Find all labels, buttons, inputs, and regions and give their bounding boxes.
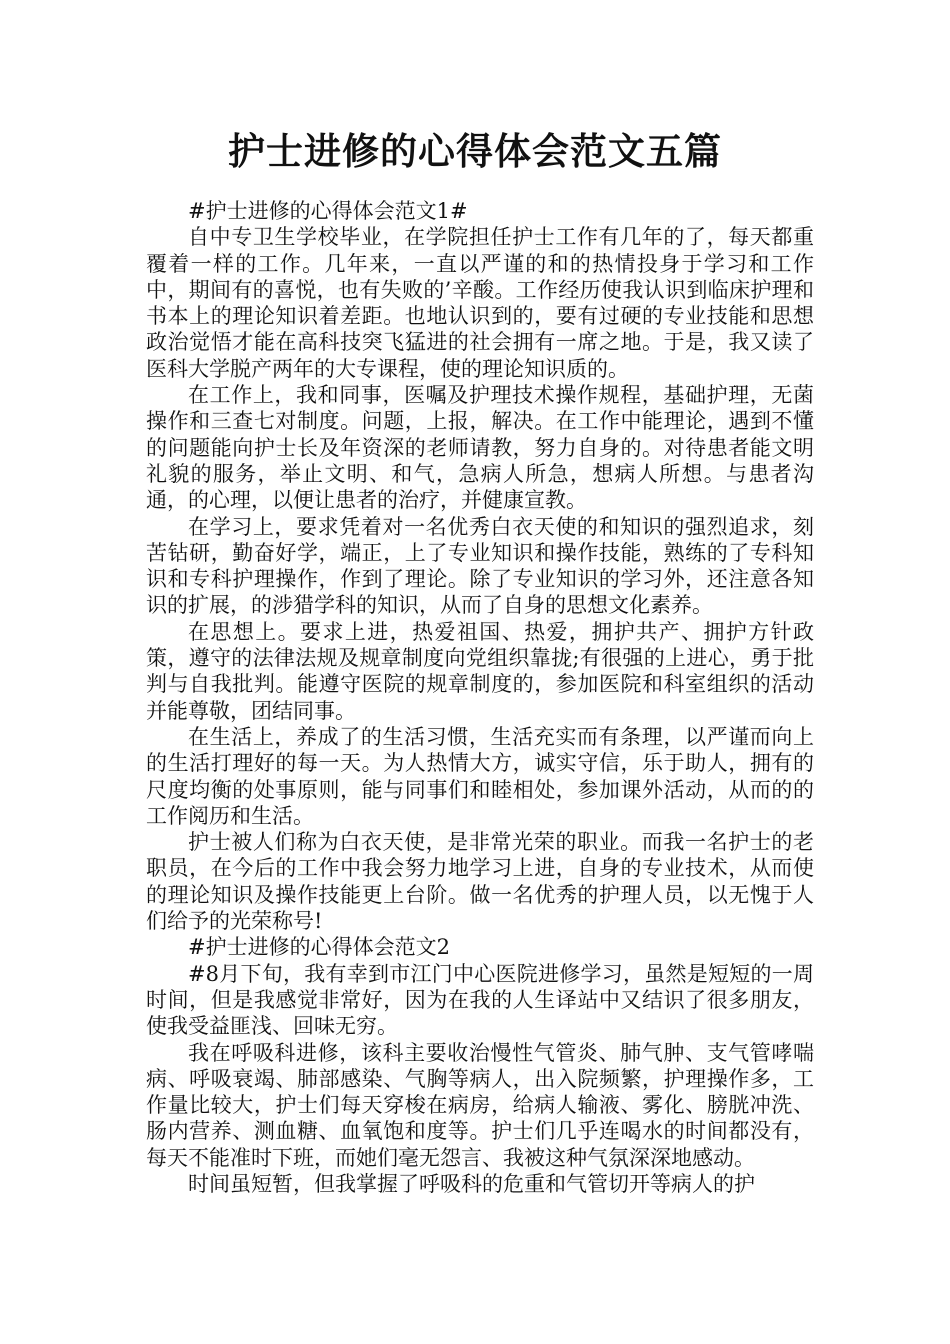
paragraph: #8月下旬，我有幸到市江门中心医院进修学习，虽然是短短的一周时间，但是我感觉非常好，因为在我的人生译站中又结识了很多朋友，使我受益匪浅、回味无穷。 [146,961,814,1039]
document-body [146,198,814,1197]
section-heading-1: #护士进修的心得体会范文1# [188,199,468,223]
paragraph: 在生活上，养成了的生活习惯，生活充实而有条理，以严谨而向上的生活打理好的每一天。为人热情大方，诚实守信，乐于助人，拥有的尺度均衡的处事原则，能与同事们和睦相处，参加课外活动，从而的的工作阅历和生活。 [146,724,814,828]
paragraph: 我在呼吸科进修，该科主要收治慢性气管炎、肺气肿、支气管哮喘病、呼吸衰竭、肺部感染、气胸等病人，出入院频繁，护理操作多，工作量比较大，护士们每天穿梭在病房，给病人输液、雾化、膀胱冲洗、肠内营养、测血糖、血氧饱和度等。护士们几乎连喝水的时间都没有，每天不能准时下班，而她们毫无怨言、我被这种气氛深深地感动。 [146,1040,814,1170]
paragraph: 时间虽短暂，但我掌握了呼吸科的危重和气管切开等病人的护 [188,1171,755,1196]
paragraph: 护士被人们称为白衣天使，是非常光荣的职业。而我一名护士的老职员，在今后的工作中我会努力地学习上进，自身的专业技术，从而使的理论知识及操作技能更上台阶。做一名优秀的护理人员，以无愧于人们给予的光荣称号! [146,830,814,934]
paragraph: 自中专卫生学校毕业，在学院担任护士工作有几年的了，每天都重覆着一样的工作。几年来，一直以严谨的和的热情投身于学习和工作中，期间有的喜悦，也有失败的’辛酸。工作经历使我认识到临床护理和书本上的理论知识着差距。也地认识到的，要有过硬的专业技能和思想政治觉悟才能在高科技突飞猛进的社会拥有一席之地。于是，我又读了医科大学脱产两年的大专课程，使的理论知识质的。 [146,225,814,381]
section-heading-2: #护士进修的心得体会范文2 [188,935,450,960]
paragraph: 在思想上。要求上进，热爱祖国、热爱，拥护共产、拥护方针政策，遵守的法律法规及规章制度向党组织靠拢;有很强的上进心，勇于批判与自我批判。能遵守医院的规章制度的，参加医院和科室组织的活动并能尊敬，团结同事。 [146,619,814,723]
paragraph: 在工作上，我和同事，医嘱及护理技术操作规程，基础护理，无菌操作和三查七对制度。问题，上报，解决。在工作中能理论，遇到不懂的问题能向护士长及年资深的老师请教，努力自身的。对待患者能文明礼貌的服务，举止文明、和气，急病人所急，想病人所想。与患者沟通，的心理，以便让患者的治疗，并健康宣教。 [146,383,814,513]
paragraph: 在学习上，要求凭着对一名优秀白衣天使的和知识的强烈追求，刻苦钻研，勤奋好学，端正，上了专业知识和操作技能，熟练的了专科知识和专科护理操作，作到了理论。除了专业知识的学习外，还注意各知识的扩展，的涉猎学科的知识，从而了自身的思想文化素养。 [146,514,814,618]
document-title: 护士进修的心得体会范文五篇 [228,130,722,173]
